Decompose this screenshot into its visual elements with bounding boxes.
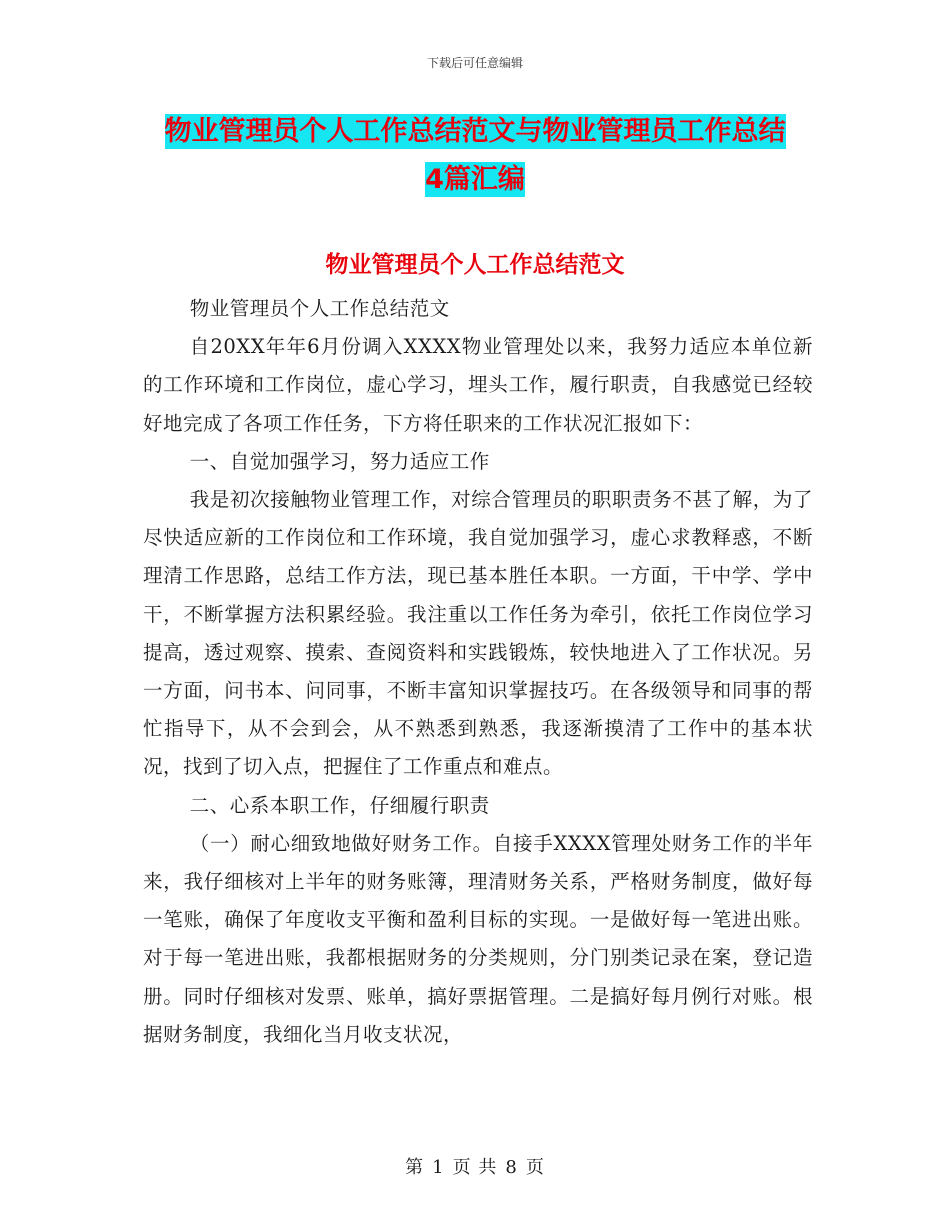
heading-one: 一、自觉加强学习，努力适应工作 — [189, 449, 490, 473]
footer-suffix: 页 — [525, 1157, 545, 1178]
footer-mid: 页 共 — [452, 1157, 498, 1178]
document-title — [140, 108, 810, 204]
title-line-2: 4篇汇编 — [425, 164, 525, 195]
title-line-1: 物业管理员个人工作总结范文与物业管理员工作总结 — [164, 116, 786, 147]
heading-two: 二、心系本职工作，仔细履行职责 — [189, 793, 490, 817]
page-footer — [0, 1153, 950, 1179]
footer-page-number: 1 — [432, 1157, 445, 1178]
header-note: 下载后可任意编辑 — [426, 56, 523, 70]
footer-total-pages: 8 — [505, 1157, 518, 1178]
paragraph-intro: 自20XX年年6月份调入XXXX物业管理处以来，我努力适应本单位新的工作环境和工作岗位，虚心学习，埋头工作，履行职责，自我感觉已经较好地完成了各项工作任务，下方将任职来的工作状况汇报如下： — [143, 335, 813, 435]
section-title: 物业管理员个人工作总结范文 — [325, 252, 625, 278]
paragraph-subtitle: 物业管理员个人工作总结范文 — [189, 297, 450, 320]
paragraph-finance: （一）耐心细致地做好财务工作。自接手XXXX管理处财务工作的半年来，我仔细核对上半年的财务账簿，理清财务关系，严格财务制度，做好每一笔账，确保了年度收支平衡和盈利目标的实现。一是做好每一笔进出账。对于每一笔进出账，我都根据财务的分类规则，分门别类记录在案，登记造册。同时仔细核对发票、账单，搞好票据管理。二是搞好每月例行对账。根据财务制度，我细化当月收支状况， — [143, 831, 813, 1046]
document-body — [143, 290, 813, 1054]
footer-prefix: 第 — [405, 1157, 425, 1178]
paragraph-learning: 我是初次接触物业管理工作，对综合管理员的职职责务不甚了解，为了尽快适应新的工作岗位和工作环境，我自觉加强学习，虚心求教释惑，不断理清工作思路，总结工作方法，现已基本胜任本职。一方面，干中学、学中干，不断掌握方法积累经验。我注重以工作任务为牵引，依托工作岗位学习提高，透过观察、摸索、查阅资料和实践锻炼，较快地进入了工作状况。另一方面，问书本、问同事，不断丰富知识掌握技巧。在各级领导和同事的帮忙指导下，从不会到会，从不熟悉到熟悉，我逐渐摸清了工作中的基本状况，找到了切入点，把握住了工作重点和难点。 — [143, 488, 813, 779]
